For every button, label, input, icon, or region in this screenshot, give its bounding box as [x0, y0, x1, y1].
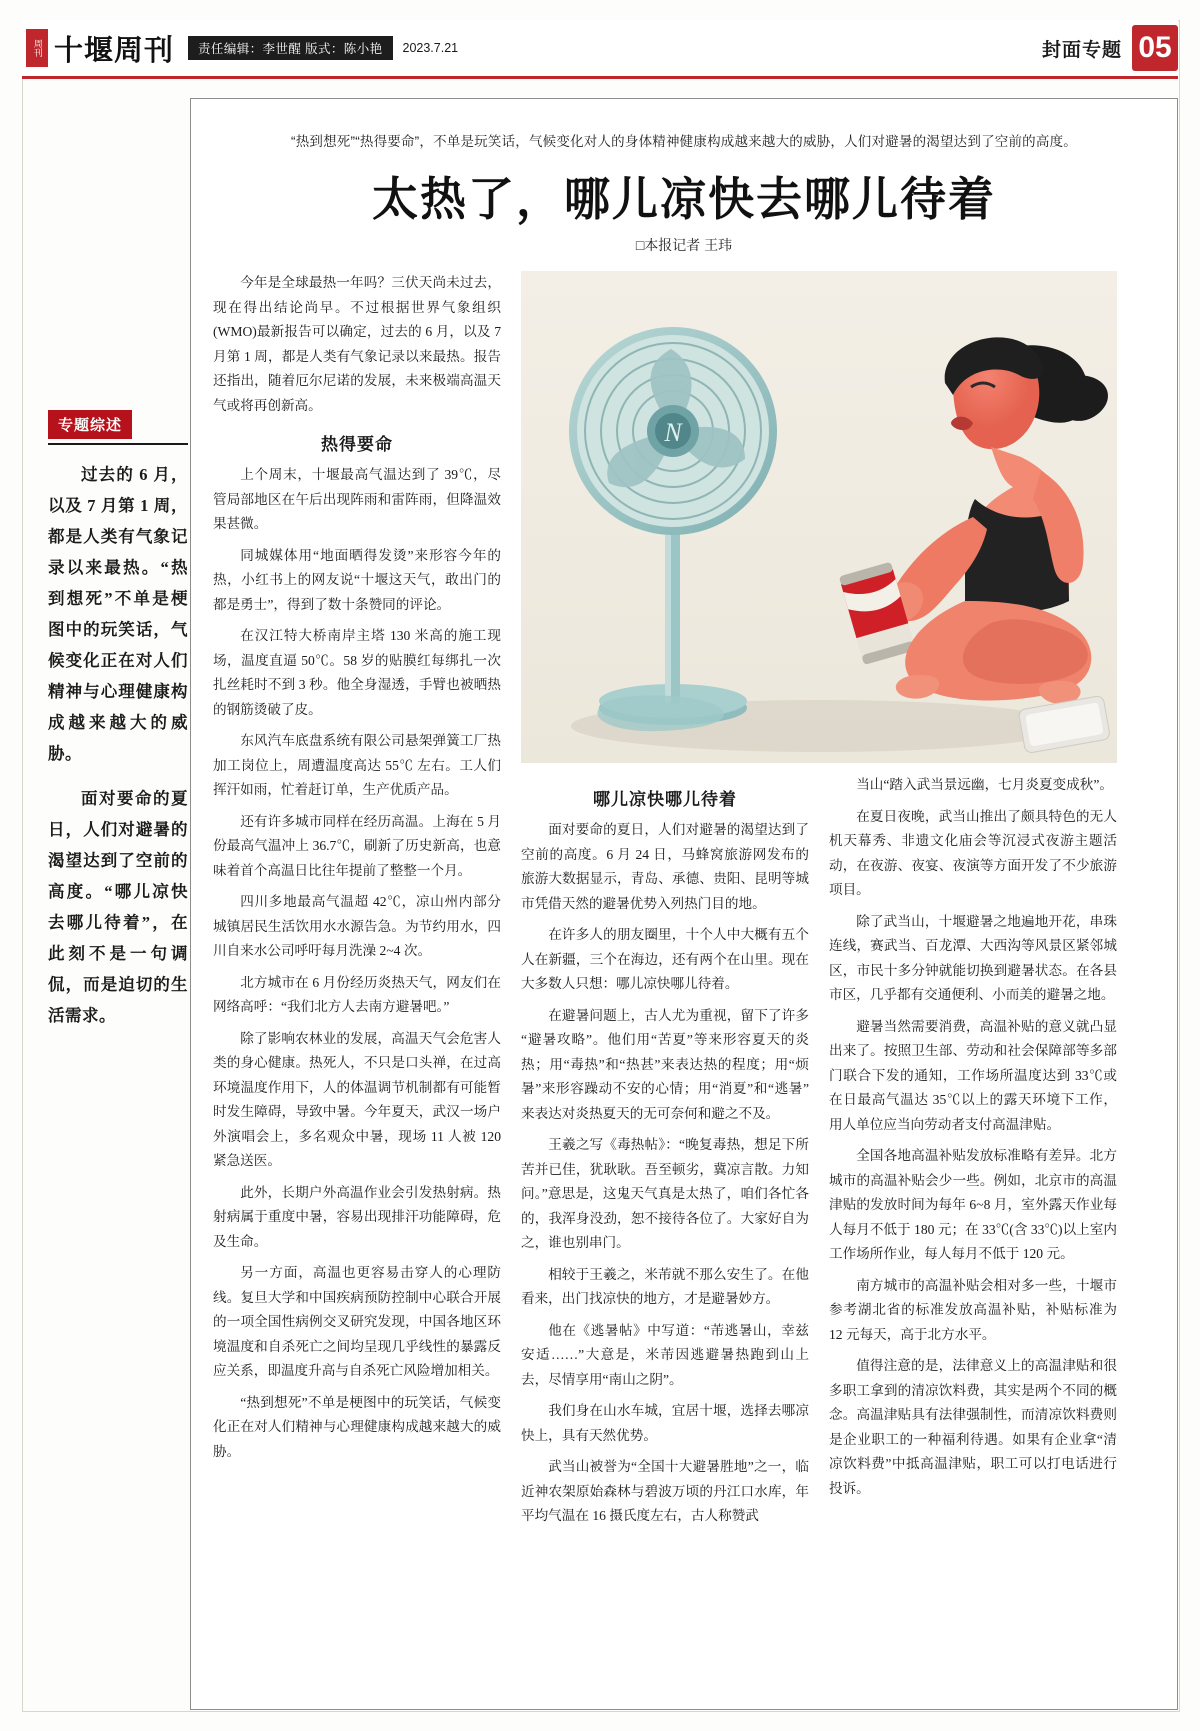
summary-paragraph: 过去的 6 月，以及 7 月第 1 周，都是人类有气象记录以来最热。“热到想死”不单是梗图中的玩笑话，气候变化正在对人们精神与心理健康构成越来越大的威胁。 — [48, 465, 188, 763]
woman-with-electric-fan-illustration — [521, 271, 1117, 763]
masthead-right — [1042, 20, 1178, 76]
article-column-3 — [829, 773, 1117, 1536]
paragraph: 全国各地高温补贴发放标准略有差异。北方城市的高温补贴会少一些。例如，北京市的高温津贴的发放时间为每年 6~8 月，室外露天作业每人每月不低于 180 元；在 33℃(含 33℃)以上室内工作场所作业，每人每月不低于 120 元。 — [829, 1148, 1117, 1261]
paragraph: 除了影响农林业的发展，高温天气会危害人类的身心健康。热死人，不只是口头禅，在过高环境温度作用下，人的体温调节机制都有可能暂时发生障碍，导致中暑。今年夏天，武汉一场户外演唱会上，多名观众中暑，现场 11 人被 120 紧急送医。 — [213, 1030, 501, 1168]
paragraph: 在许多人的朋友圈里，十个人中大概有五个人在新疆，三个在海边，还有两个在山里。现在大多数人只想：哪儿凉快哪儿待着。 — [521, 927, 809, 991]
paragraph: 他在《逃暑帖》中写道：“芾逃暑山，幸兹安适……”大意是，米芾因逃避暑热跑到山上去，尽情享用“南山之阴”。 — [521, 1322, 809, 1387]
paragraph: 东风汽车底盘系统有限公司悬架弹簧工厂热加工岗位上，周遭温度高达 55℃ 左右。工人们挥汗如雨，忙着赶订单，生产优质产品。 — [213, 733, 501, 797]
issue-date: 2023.7.21 — [402, 41, 459, 55]
paragraph: 当山“踏入武当景远幽，七月炎夏变成秋”。 — [856, 777, 1113, 792]
paragraph: 今年是全球最热一年吗？三伏天尚未过去，现在得出结论尚早。不过根据世界气象组织(WMO)最新报告可以确定，过去的 6 月，以及 7 月第 1 周，都是人类有气象记录以来最热。报告还指出，随着厄尔尼诺的发展，未来极端高温天气或将再创新高。 — [213, 275, 501, 413]
paragraph: 四川多地最高气温超 42℃，凉山州内部分城镇居民生活饮用水水源告急。为节约用水，四川自来水公司呼吁每月洗澡 2~4 次。 — [213, 894, 501, 958]
article-headline: 太热了，哪儿凉快去哪儿待着 — [372, 174, 996, 225]
summary-paragraph: 面对要命的夏日，人们对避暑的渴望达到了空前的高度。“哪儿凉快去哪儿待着”，在此刻不是一句调侃，而是迫切的生活需求。 — [48, 789, 188, 1025]
subheading-hot: 热得要命 — [321, 435, 393, 454]
article-right-block — [521, 271, 1117, 1536]
paragraph: “热到想死”不单是梗图中的玩笑话，气候变化正在对人们精神与心理健康构成越来越大的威胁。 — [213, 1394, 501, 1459]
paragraph: 另一方面，高温也更容易击穿人的心理防线。复旦大学和中国疾病预防控制中心联合开展的一项全国性病例交叉研究发现，中国各地区环境温度和自杀死亡之间均呈现几乎线性的暴露反应关系，即温度升高与自杀死亡风险增加相关。 — [213, 1265, 501, 1378]
article-bottom-section — [521, 773, 1117, 1536]
paragraph: 武当山被誉为“全国十大避暑胜地”之一，临近神农架原始森林与碧波万顷的丹江口水库，年平均气温在 16 摄氏度左右，古人称赞武 — [521, 1459, 809, 1523]
paragraph: 在夏日夜晚，武当山推出了颇具特色的无人机天幕秀、非遗文化庙会等沉浸式夜游主题活动，在夜游、夜宴、夜演等方面开发了不少旅游项目。 — [829, 808, 1117, 897]
article-byline: □本报记者 王玮 — [635, 237, 733, 253]
summary-tag: 专题综述 — [48, 410, 132, 439]
page-number-badge: 05 — [1132, 25, 1178, 71]
sidebar-summary — [48, 410, 188, 1045]
article-container — [190, 98, 1178, 1710]
paragraph: 此外，长期户外高温作业会引发热射病。热射病属于重度中暑，容易出现排汗功能障碍，危及生命。 — [213, 1184, 501, 1249]
paragraph: 我们身在山水车城，宜居十堰，选择去哪凉快上，具有天然优势。 — [521, 1403, 809, 1443]
paragraph: 还有许多城市同样在经历高温。上海在 5 月份最高气温冲上 36.7℃，刷新了历史新高，也意味着首个高温日比往年提前了整整一个月。 — [213, 813, 501, 878]
article-column-1 — [213, 271, 501, 1536]
paragraph: 王羲之写《毒热帖》：“晚复毒热，想足下所苦并已佳，犹耿耿。吾至顿劣，冀凉言散。力知问。”意思是，这鬼天气真是太热了，咱们各忙各的，我浑身没劲，恕不接待各位了。大家好自为之，谁也别串门。 — [521, 1137, 809, 1250]
logo-mark-icon: 周刊 — [26, 29, 48, 67]
masthead — [22, 20, 1178, 79]
article-kicker: “热到想死”“热得要命”，不单是玩笑话，气候变化对人的身体精神健康构成越来越大的威胁，人们对避暑的渴望达到了空前的高度。 — [291, 134, 1077, 149]
paragraph: 相较于王羲之，米芾就不那么安生了。在他看来，出门找凉快的地方，才是避暑妙方。 — [521, 1266, 809, 1306]
publication-logo — [22, 20, 174, 76]
paragraph: 值得注意的是，法律意义上的高温津贴和很多职工拿到的清凉饮料费，其实是两个不同的概念。高温津贴具有法律强制性，而清凉饮料费则是企业职工的一种福利待遇。如果有企业拿“清凉饮料费”中抵高温津贴，职工可以打电话进行投诉。 — [829, 1358, 1117, 1496]
paragraph: 在避暑问题上，古人尤为重视，留下了许多“避暑攻略”。他们用“苦夏”等来形容夏天的炎热；用“毒热”和“热甚”来表达热的程度；用“烦暑”来形容躁动不安的心情；用“消夏”和“逃暑”来表达对炎热夏天的无可奈何和避之不及。 — [521, 1007, 809, 1121]
subheading-cool: 哪儿凉快哪儿待着 — [593, 790, 737, 809]
article-column-2 — [521, 773, 809, 1536]
paragraph: 在汉江特大桥南岸主塔 130 米高的施工现场，温度直逼 50℃。58 岁的贴膜红每绑扎一次扎丝耗时不到 3 秒。他全身湿透，手臂也被晒热的钢筋烫破了皮。 — [213, 628, 501, 717]
paragraph: 北方城市在 6 月份经历炎热天气，网友们在网络高呼：“我们北方人去南方避暑吧。” — [213, 974, 501, 1014]
article-top-section — [213, 271, 1155, 1536]
paragraph: 避暑当然需要消费，高温补贴的意义就凸显出来了。按照卫生部、劳动和社会保障部等多部门联合下发的通知，工作场所温度达到 33℃或在日最高气温达 35℃以上的露天环境下工作，用人单位应当向劳动者支付高温津贴。 — [829, 1018, 1117, 1132]
paragraph: 上个周末，十堰最高气温达到了 39℃，尽管局部地区在午后出现阵雨和雷阵雨，但降温效果甚微。 — [213, 467, 501, 531]
publication-title: 十堰周刊 — [54, 34, 175, 67]
paragraph: 除了武当山，十堰避暑之地遍地开花，串珠连线，赛武当、百龙潭、大西沟等风景区紧邻城区，市民十多分钟就能切换到避暑状态。在各县市区，几乎都有交通便利、小而美的避暑之地。 — [829, 913, 1117, 1002]
summary-body — [48, 459, 188, 1031]
svg-text:N: N — [664, 418, 682, 447]
paragraph: 同城媒体用“地面晒得发烫”来形容今年的热，小红书上的网友说“十堰这天气，敢出门的都是勇士”，得到了数十条赞同的评论。 — [213, 547, 501, 612]
divider — [48, 443, 188, 445]
editor-credit: 责任编辑：李世醒 版式：陈小艳 — [188, 36, 392, 60]
paragraph: 面对要命的夏日，人们对避暑的渴望达到了空前的高度。6 月 24 日，马蜂窝旅游网发布的旅游大数据显示，青岛、承德、贵阳、昆明等城市凭借天然的避暑优势入列热门目的地。 — [521, 822, 809, 911]
paragraph: 南方城市的高温补贴会相对多一些，十堰市参考湖北省的标准发放高温补贴，补贴标准为 12 元每天，高于北方水平。 — [829, 1277, 1117, 1342]
section-title: 封面专题 — [1041, 39, 1122, 61]
